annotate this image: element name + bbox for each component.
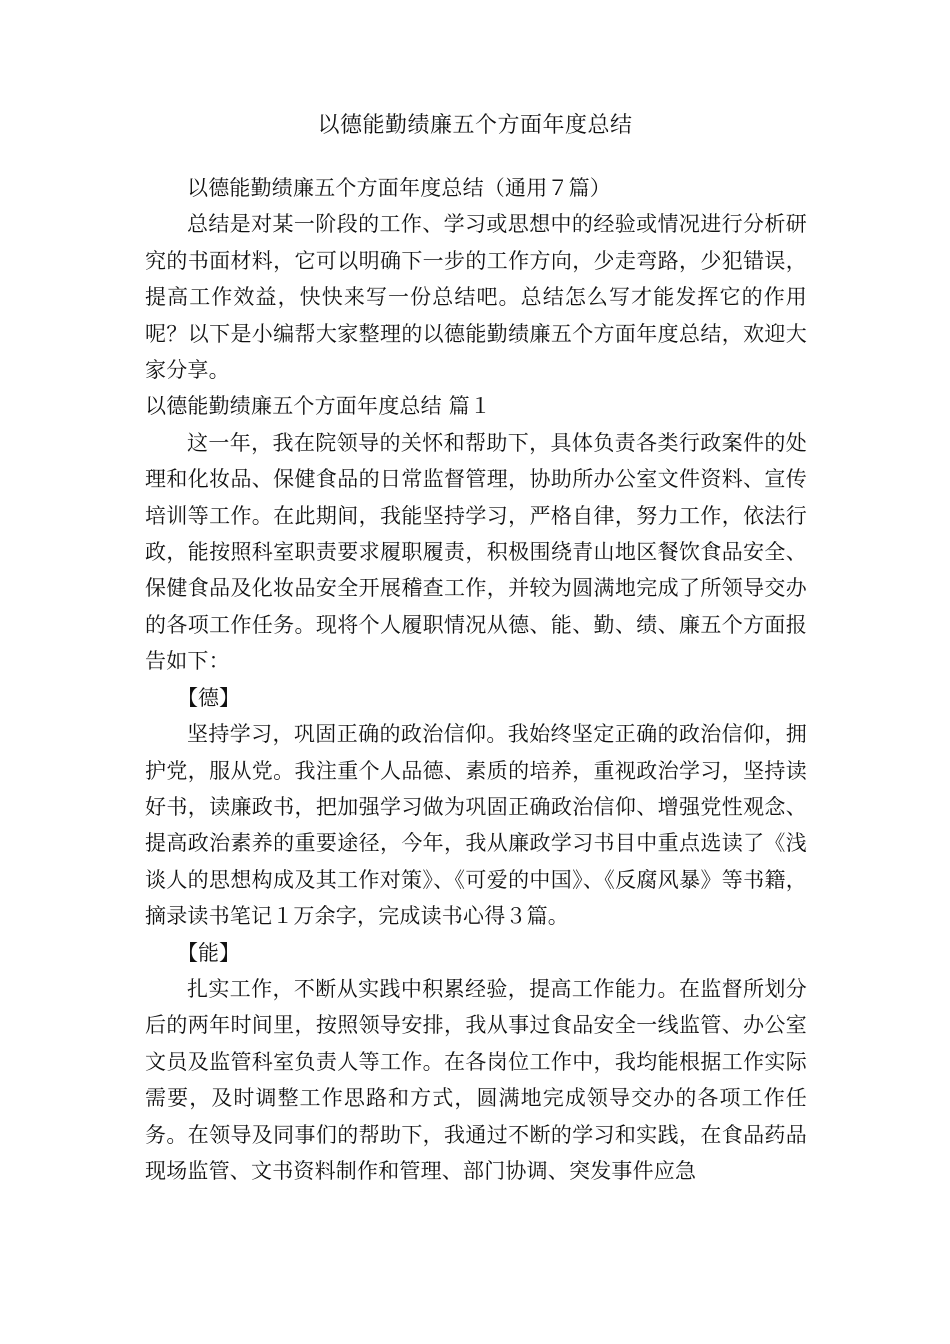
document-body — [145, 170, 807, 1189]
de-paragraph: 坚持学习，巩固正确的政治信仰。我始终坚定正确的政治信仰，拥护党，服从党。我注重个人品德、素质的培养，重视政治学习，坚持读好书，读廉政书，把加强学习做为巩固正确政治信仰、增强党性观念、提高政治素养的重要途径，今年，我从廉政学习书目中重点选读了《浅谈人的思想构成及其工作对策》、《可爱的中国》、《反腐风暴》等书籍，摘录读书笔记１万余字，完成读书心得３篇。 — [145, 722, 807, 929]
document-title: 以德能勤绩廉五个方面年度总结 — [317, 113, 633, 138]
section-1-heading: 以德能勤绩廉五个方面年度总结 篇１ — [145, 394, 492, 419]
neng-label: 【能】 — [177, 940, 240, 965]
intro-paragraph: 总结是对某一阶段的工作、学习或思想中的经验或情况进行分析研究的书面材料，它可以明确下一步的工作方向，少走弯路，少犯错误，提高工作效益，快快来写一份总结吧。总结怎么写才能发挥它的作用呢？以下是小编帮大家整理的以德能勤绩廉五个方面年度总结，欢迎大家分享。 — [145, 212, 807, 383]
document-subtitle: 以德能勤绩廉五个方面年度总结（通用７篇） — [187, 176, 611, 200]
neng-paragraph: 扎实工作，不断从实践中积累经验，提高工作能力。在监督所划分后的两年时间里，按照领导安排，我从事过食品安全一线监管、办公室文员及监管科室负责人等工作。在各岗位工作中，我均能根据工作实际需要，及时调整工作思路和方式，圆满地完成领导交办的各项工作任务。在领导及同事们的帮助下，我通过不断的学习和实践，在食品药品现场监管、文书资料制作和管理、部门协调、突发事件应急 — [145, 976, 807, 1183]
section-1-paragraph: 这一年，我在院领导的关怀和帮助下，具体负责各类行政案件的处理和化妆品、保健食品的日常监督管理，协助所办公室文件资料、宣传培训等工作。在此期间，我能坚持学习，严格自律，努力工作，依法行政，能按照科室职责要求履职履责，积极围绕青山地区餐饮食品安全、保健食品及化妆品安全开展稽查工作，并较为圆满地完成了所领导交办的各项工作任务。现将个人履职情况从德、能、勤、绩、廉五个方面报告如下： — [145, 430, 807, 674]
de-label: 【德】 — [177, 685, 240, 710]
